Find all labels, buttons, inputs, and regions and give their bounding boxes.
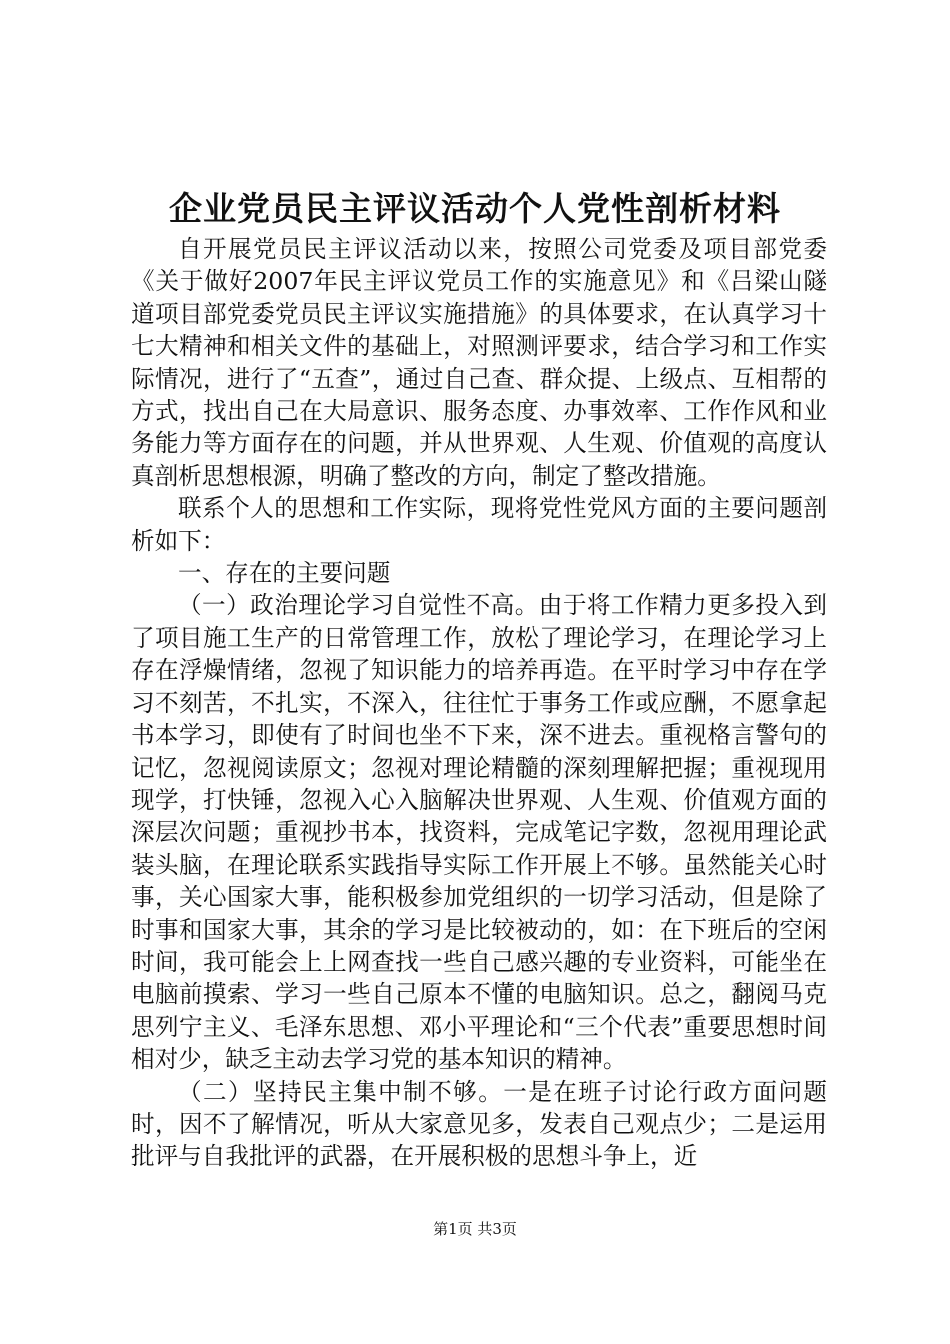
page-footer: 第1页 共3页: [433, 1220, 517, 1238]
document-body: [131, 233, 827, 1173]
document-title: 企业党员民主评议活动个人党性剖析材料: [169, 189, 781, 228]
section-heading: 一、存在的主要问题: [178, 559, 391, 588]
paragraph-intro: 自开展党员民主评议活动以来，按照公司党委及项目部党委《关于做好2007年民主评议党员工作的实施意见》和《吕梁山隧道项目部党委党员民主评议实施措施》的具体要求，在认真学习十七大精神和相关文件的基础上，对照测评要求，结合学习和工作实际情况，进行了“五查”，通过自己查、群众提、上级点、互相帮的方式，找出自己在大局意识、服务态度、办事效率、工作作风和业务能力等方面存在的问题，并从世界观、人生观、价值观的高度认真剖析思想根源，明确了整改的方向，制定了整改措施。: [131, 235, 827, 490]
paragraph-issue-1: （一）政治理论学习自觉性不高。由于将工作精力更多投入到了项目施工生产的日常管理工作，放松了理论学习，在理论学习上存在浮燥情绪，忽视了知识能力的培养再造。在平时学习中存在学习不刻苦，不扎实，不深入，往往忙于事务工作或应酬，不愿拿起书本学习，即使有了时间也坐不下来，深不进去。重视格言警句的记忆，忽视阅读原文；忽视对理论精髓的深刻理解把握；重视现用现学，打快锤，忽视入心入脑解决世界观、人生观、价值观方面的深层次问题；重视抄书本，找资料，完成笔记字数，忽视用理论武装头脑，在理论联系实践指导实际工作开展上不够。虽然能关心时事，关心国家大事，能积极参加党组织的一切学习活动，但是除了时事和国家大事，其余的学习是比较被动的，如：在下班后的空闲时间，我可能会上上网查找一些自己感兴趣的专业资料，可能坐在电脑前摸索、学习一些自己原本不懂的电脑知识。总之，翻阅马克思列宁主义、毛泽东思想、邓小平理论和“三个代表”重要思想时间相对少，缺乏主动去学习党的基本知识的精神。: [131, 591, 827, 1074]
paragraph-summary: 联系个人的思想和工作实际，现将党性党风方面的主要问题剖析如下：: [131, 494, 827, 555]
paragraph-issue-2: （二）坚持民主集中制不够。一是在班子讨论行政方面问题时，因不了解情况，听从大家意见多，发表自己观点少；二是运用批评与自我批评的武器，在开展积极的思想斗争上，近: [131, 1077, 827, 1171]
